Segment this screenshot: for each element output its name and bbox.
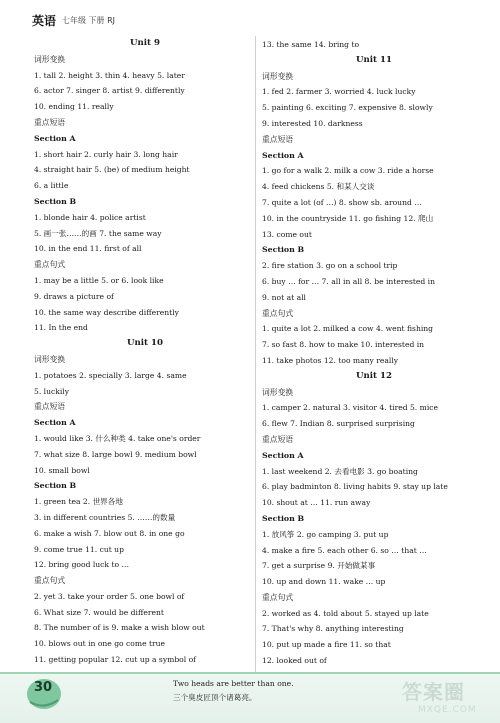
category-heading: 重点短语 xyxy=(262,434,294,444)
answer-line: 12. looked out of xyxy=(262,656,327,666)
category-heading: 词形变换 xyxy=(34,54,66,64)
answer-line: 12. bring good luck to … xyxy=(34,560,130,570)
section-heading: Section B xyxy=(262,513,305,523)
answer-line: 4. straight hair 5. (be) of medium height xyxy=(34,165,190,175)
category-heading: 重点句式 xyxy=(262,308,294,318)
category-heading: 词形变换 xyxy=(262,387,294,397)
category-heading: 重点短语 xyxy=(262,134,294,144)
answer-line: 7. what size 8. large bowl 9. medium bowl xyxy=(34,449,197,459)
answer-line: 9. not at all xyxy=(262,292,306,302)
answer-line: 13. come out xyxy=(262,229,312,239)
answer-line: 1. may be a little 5. or 6. look like xyxy=(34,275,164,285)
right-column xyxy=(262,37,486,669)
category-heading: 词形变换 xyxy=(262,71,294,81)
section-heading: Section B xyxy=(262,245,305,255)
answer-line: 1. blonde hair 4. police artist xyxy=(34,212,146,222)
answer-line: 9. draws a picture of xyxy=(34,291,114,301)
answer-line: 11. take photos 12. too many really xyxy=(262,355,399,365)
answer-line: 6. a little xyxy=(34,181,69,191)
section-heading: Section A xyxy=(34,133,76,143)
answer-line: 1. would like 3. 什么种类 4. take one's order xyxy=(34,433,201,443)
answer-line: 11. In the end xyxy=(34,323,88,333)
category-heading: 重点句式 xyxy=(34,260,66,270)
unit-heading: Unit 10 xyxy=(127,338,163,349)
answer-line: 10. small bowl xyxy=(34,465,90,475)
category-heading: 重点短语 xyxy=(34,402,66,412)
answer-line: 10. blows out in one go come true xyxy=(34,639,166,649)
answer-line: 10. in the end 11. first of all xyxy=(34,244,142,254)
answer-line: 1. 放风筝 2. go camping 3. put up xyxy=(262,529,389,539)
watermark-logo: 答案圈 xyxy=(402,680,465,704)
category-heading: 重点句式 xyxy=(34,576,66,586)
answer-line: 1. camper 2. natural 3. visitor 4. tired 5. mice xyxy=(262,403,439,413)
answer-line: 6. buy … for … 7. all in all 8. be interested in xyxy=(262,276,435,286)
answer-line: 10. the same way describe differently xyxy=(34,307,179,317)
left-column xyxy=(34,36,256,668)
answer-line: 1. potatoes 2. specially 3. large 4. same xyxy=(34,370,187,380)
answer-line: 1. tall 2. height 3. thin 4. heavy 5. later xyxy=(34,70,185,80)
answer-line: 1. fed 2. farmer 3. worried 4. luck lucky xyxy=(262,87,416,97)
answer-line: 1. green tea 2. 世界各地 xyxy=(34,497,123,507)
proverb-english: Two heads are better than one. xyxy=(173,679,294,688)
page-number: 30 xyxy=(33,680,53,695)
answer-line: 7. so fast 8. how to make 10. interested in xyxy=(262,340,425,350)
column-divider xyxy=(255,36,256,672)
answer-line: 1. short hair 2. curly hair 3. long hair xyxy=(34,149,178,159)
answer-line: 9. interested 10. darkness xyxy=(262,118,363,128)
footer-line xyxy=(0,672,500,674)
answer-line: 13. the same 14. bring to xyxy=(262,40,360,49)
answer-line: 5. 画一张……的画 7. the same way xyxy=(34,228,162,238)
section-heading: Section A xyxy=(34,418,76,428)
category-heading: 词形变换 xyxy=(34,354,66,364)
grade-label: 七年级 下册 RJ xyxy=(62,16,116,25)
answer-line: 10. in the countryside 11. go fishing 12. 爬山 xyxy=(262,213,434,223)
answer-line: 2. fire station 3. go on a school trip xyxy=(262,261,398,271)
answer-line: 5. painting 6. exciting 7. expensive 8. slowly xyxy=(262,103,433,113)
answer-line: 11. getting popular 12. cut up a symbol of xyxy=(34,655,196,665)
section-heading: Section B xyxy=(34,196,77,206)
answer-line: 10. ending 11. really xyxy=(34,102,114,112)
answer-line: 10. up and down 11. wake … up xyxy=(262,577,386,587)
category-heading: 重点短语 xyxy=(34,117,66,127)
answer-line: 8. The number of is 9. make a wish blow out xyxy=(34,623,205,633)
unit-heading: Unit 12 xyxy=(356,370,392,381)
answer-line: 9. come true 11. cut up xyxy=(34,544,124,554)
proverb-chinese: 三个臭皮匠顶个诸葛亮。 xyxy=(173,693,257,702)
unit-heading: Unit 11 xyxy=(356,54,392,65)
answer-line: 4. make a fire 5. each other 6. so … that … xyxy=(262,545,427,555)
answer-line: 10. shout at … 11. run away xyxy=(262,498,371,508)
answer-line: 6. What size 7. would be different xyxy=(34,607,164,617)
answer-line: 6. play badminton 8. living habits 9. stay up late xyxy=(262,482,448,492)
unit-heading: Unit 9 xyxy=(130,38,160,48)
section-heading: Section A xyxy=(262,150,304,160)
answer-line: 1. quite a lot 2. milked a cow 4. went fishing xyxy=(262,324,434,334)
answer-line: 1. go for a walk 2. milk a cow 3. ride a horse xyxy=(262,166,434,176)
watermark-url: MXQE.COM xyxy=(418,705,477,715)
answer-line: 2. worked as 4. told about 5. stayed up late xyxy=(262,608,429,618)
answer-line: 7. quite a lot (of …) 8. show sb. around … xyxy=(262,197,422,207)
answer-line: 6. flew 7. Indian 8. surprised surprising xyxy=(262,419,415,429)
answer-line: 3. in different countries 5. ……的数量 xyxy=(34,512,176,522)
answer-line: 4. feed chickens 5. 和某人交谈 xyxy=(262,182,375,192)
answer-line: 5. luckily xyxy=(34,386,69,396)
answer-line: 7. That's why 8. anything interesting xyxy=(262,624,404,634)
section-heading: Section B xyxy=(34,481,77,491)
section-heading: Section A xyxy=(262,450,304,460)
answer-line: 10. put up made a fire 11. so that xyxy=(262,640,391,650)
answer-line: 6. actor 7. singer 8. artist 9. differently xyxy=(34,86,185,96)
answer-line: 2. yet 3. take your order 5. one bowl of xyxy=(34,591,185,601)
answer-line: 6. make a wish 7. blow out 8. in one go xyxy=(34,528,185,538)
answer-line: 1. last weekend 2. 去看电影 3. go boating xyxy=(262,466,418,476)
answer-line: 7. get a surprise 9. 开始做某事 xyxy=(262,561,376,571)
page-header xyxy=(0,0,500,40)
subject-title: 英语 xyxy=(32,14,57,28)
category-heading: 重点句式 xyxy=(262,592,294,602)
